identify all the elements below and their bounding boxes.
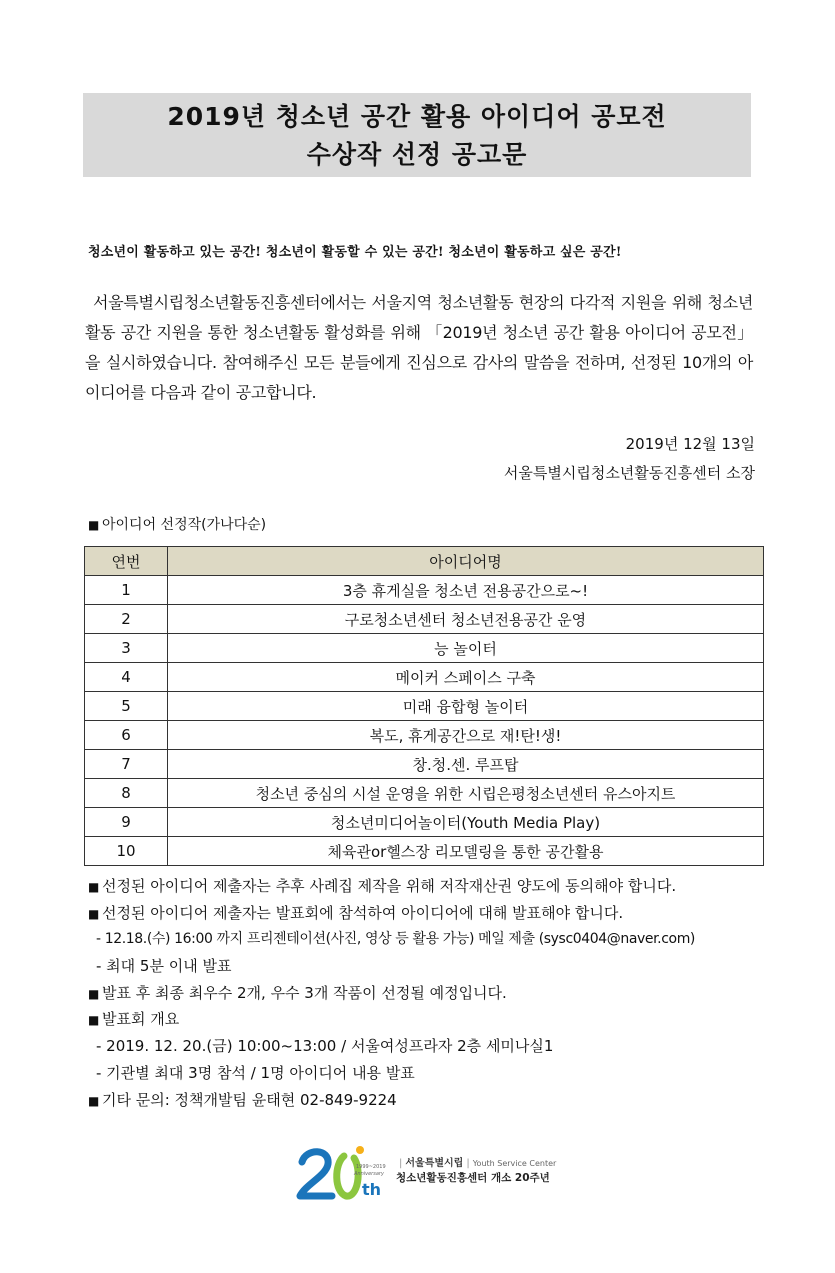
list-heading: [88, 514, 266, 534]
row-name: 체육관or헬스장 리모델링을 통한 공간활용: [168, 837, 764, 866]
logo-org: | 서울특별시립 | Youth Service Center: [399, 1158, 557, 1169]
bullet-icon: ■: [88, 880, 100, 894]
page-subtitle: 수상작 선정 공고문: [306, 140, 528, 169]
table-row: [85, 663, 764, 692]
intro-paragraph: [85, 288, 753, 408]
logo-suffix: th: [362, 1180, 382, 1199]
bullet-icon: ■: [88, 518, 100, 532]
logo-line2: 청소년활동진흥센터 개소 20주년: [396, 1172, 550, 1184]
row-num: 3: [85, 634, 168, 663]
row-num: 1: [85, 576, 168, 605]
note-item: ■ 발표 후 최종 최우수 2개, 우수 3개 작품이 선정될 예정입니다.: [88, 980, 778, 1007]
table-row: [85, 808, 764, 837]
row-name: 청소년미디어놀이터(Youth Media Play): [168, 808, 764, 837]
logo-org-en: Youth Service Center: [472, 1159, 557, 1168]
header-num: 연번: [85, 547, 168, 576]
list-heading-text: 아이디어 선정작(가나다순): [102, 517, 267, 533]
row-name: 창.청.센. 루프탑: [168, 750, 764, 779]
announcement-date: 2019년 12월 13일: [625, 435, 755, 453]
logo-org-ko: 서울특별시립: [405, 1158, 464, 1169]
table-row: [85, 837, 764, 866]
row-num: 9: [85, 808, 168, 837]
table-row: [85, 721, 764, 750]
row-num: 7: [85, 750, 168, 779]
row-name: 미래 융합형 놀이터: [168, 692, 764, 721]
note-subitem: - 기관별 최대 3명 참석 / 1명 아이디어 내용 발표: [96, 1063, 415, 1082]
table-row: [85, 634, 764, 663]
bullet-icon: ■: [88, 1093, 100, 1108]
row-name: 능 놀이터: [168, 634, 764, 663]
row-num: 8: [85, 779, 168, 808]
table-row: [85, 692, 764, 721]
note-subitem: - 12.18.(수) 16:00 까지 프리젠테이션(사진, 영상 등 활용 가능) 메일 제출 (sysc0404@naver.com): [96, 931, 695, 948]
bullet-icon: ■: [88, 1013, 100, 1028]
row-name: 3층 휴게실을 청소년 전용공간으로~!: [168, 576, 764, 605]
issuer: 서울특별시립청소년활동진흥센터 소장: [503, 464, 755, 482]
ideas-table: [84, 546, 764, 866]
slogan: 청소년이 활동하고 있는 공간! 청소년이 활동할 수 있는 공간! 청소년이 활동하고 싶은 공간!: [88, 245, 622, 260]
table-row: [85, 779, 764, 808]
table-row: [85, 750, 764, 779]
bullet-icon: ■: [88, 906, 100, 921]
row-name: 메이커 스페이스 구축: [168, 663, 764, 692]
note-subitem: - 2019. 12. 20.(금) 10:00~13:00 / 서울여성프라자 2층 세미나실1: [96, 1037, 554, 1056]
note-item: ■ 기타 문의: 정책개발팀 윤태현 02-849-9224: [88, 1087, 778, 1114]
row-num: 5: [85, 692, 168, 721]
row-num: 6: [85, 721, 168, 750]
table-row: [85, 576, 764, 605]
title-box: [83, 93, 751, 177]
anniversary-logo: [296, 1140, 557, 1202]
note-item: ■ 발표회 개요: [88, 1006, 778, 1033]
page-title: 2019년 청소년 공간 활용 아이디어 공모전: [167, 102, 667, 131]
row-num: 2: [85, 605, 168, 634]
bullet-icon: ■: [88, 986, 100, 1001]
notes-section: [88, 873, 778, 1113]
logo-anniversary: Anniversary: [354, 1171, 384, 1177]
logo-years: 1999~2019: [356, 1164, 386, 1170]
table-row: [85, 605, 764, 634]
row-name: 복도, 휴게공간으로 재!탄!생!: [168, 721, 764, 750]
anniversary-20th-icon: [296, 1140, 396, 1202]
header-name: 아이디어명: [168, 547, 764, 576]
note-subitem: - 최대 5분 이내 발표: [96, 957, 232, 976]
note-item: ■ 선정된 아이디어 제출자는 추후 사례집 제작을 위해 저작재산권 양도에 동의해야 합니다.: [88, 873, 778, 900]
row-num: 4: [85, 663, 168, 692]
row-name: 구로청소년센터 청소년전용공간 운영: [168, 605, 764, 634]
row-num: 10: [85, 837, 168, 866]
note-item: ■ 선정된 아이디어 제출자는 발표회에 참석하여 아이디어에 대해 발표해야 합니다.: [88, 900, 778, 927]
table-header-row: [85, 547, 764, 576]
row-name: 청소년 중심의 시설 운영을 위한 시립은평청소년센터 유스아지트: [168, 779, 764, 808]
intro-text: 서울특별시립청소년활동진흥센터에서는 서울지역 청소년활동 현장의 다각적 지원을 위해 청소년활동 공간 지원을 통한 청소년활동 활성화를 위해 「2019년 청소년 공간 활용 아이디어 공모전」을 실시하였습니다. 참여해주신 모든 분들에게 진심으로 감사의 말씀을 전하며, 선정된 10개의 아이디어를 다음과 같이 공고합니다.: [85, 293, 753, 402]
